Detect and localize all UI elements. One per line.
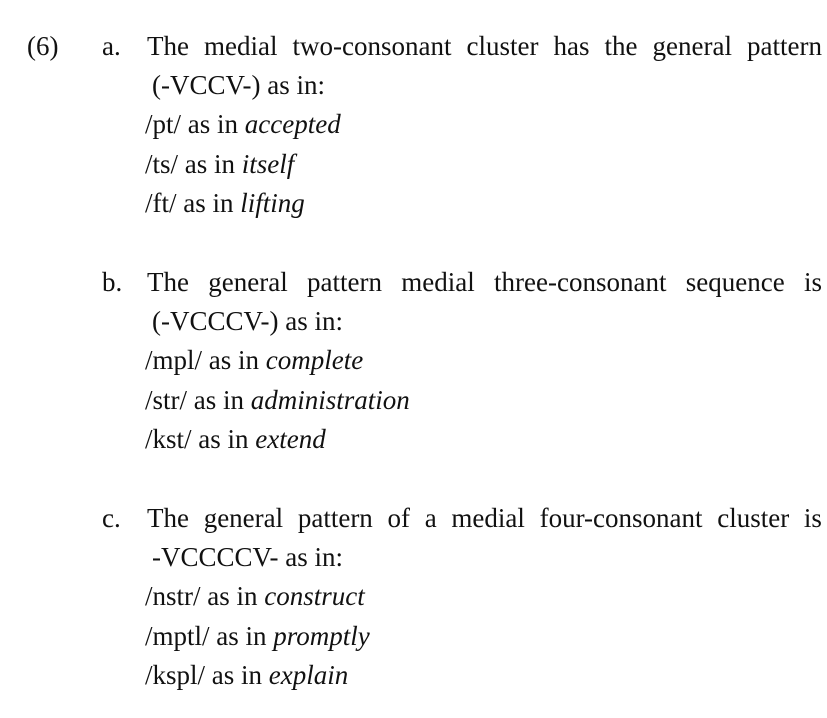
example-line (145, 148, 294, 180)
connector: as in (184, 149, 236, 179)
description-word: cluster (717, 503, 790, 533)
cluster: /ft/ (145, 188, 177, 218)
example-word: explain (268, 660, 349, 690)
description-word: The (147, 31, 189, 61)
description-word: three-consonant (494, 267, 667, 297)
description-word: general (203, 503, 284, 533)
item-description (147, 502, 822, 534)
connector: as in (208, 345, 260, 375)
description-word: The (147, 503, 189, 533)
example-line (145, 620, 370, 652)
connector: as in (207, 581, 258, 611)
example-number: (6) (27, 31, 59, 61)
description-word: The (147, 267, 189, 297)
example-line (145, 423, 326, 455)
description-word: general (652, 31, 732, 61)
item-description (147, 30, 822, 62)
description-word: is (803, 503, 822, 533)
connector: as in (183, 188, 234, 218)
example-word: accepted (244, 109, 341, 139)
description-word: of (387, 503, 411, 533)
pattern-line: -VCCCCV- as in: (152, 542, 344, 572)
connector: as in (216, 621, 267, 651)
description-word: pattern (746, 31, 822, 61)
example-word: extend (255, 424, 326, 454)
description-word: pattern (297, 503, 373, 533)
cluster: /kst/ (145, 424, 192, 454)
example-word: promptly (273, 621, 370, 651)
example-line (145, 344, 363, 376)
example-line (145, 659, 348, 691)
item-description (147, 266, 822, 298)
example-line (145, 108, 341, 140)
cluster: /nstr/ (145, 581, 201, 611)
item-letter: b. (102, 267, 123, 297)
connector: as in (198, 424, 249, 454)
connector: as in (211, 660, 263, 690)
description-word: pattern (307, 267, 382, 297)
description-word: four-consonant (539, 503, 703, 533)
description-word: is (803, 267, 822, 297)
pattern-line: (-VCCCV-) as in: (152, 306, 344, 336)
connector: as in (193, 385, 245, 415)
description-word: medial (401, 267, 475, 297)
item-letter: c. (102, 503, 121, 533)
description-word: medial (204, 31, 278, 61)
example-word: lifting (240, 188, 305, 218)
example-line (145, 580, 365, 612)
cluster: /mptl/ (145, 621, 210, 651)
connector: as in (187, 109, 239, 139)
example-word: itself (241, 149, 295, 179)
description-word: two-consonant (292, 31, 452, 61)
cluster: /pt/ (145, 109, 182, 139)
cluster: /ts/ (145, 149, 179, 179)
example-word: administration (250, 385, 410, 415)
example-line (145, 187, 305, 219)
description-word: has (553, 31, 590, 61)
example-word: complete (265, 345, 364, 375)
cluster: /str/ (145, 385, 188, 415)
description-word: medial (451, 503, 525, 533)
pattern-line: (-VCCV-) as in: (152, 70, 325, 100)
description-word: a (424, 503, 437, 533)
cluster: /kspl/ (145, 660, 206, 690)
example-word: construct (264, 581, 365, 611)
description-word: general (208, 267, 288, 297)
description-word: sequence (685, 267, 785, 297)
cluster: /mpl/ (145, 345, 203, 375)
example-line (145, 384, 410, 416)
description-word: cluster (466, 31, 539, 61)
item-letter: a. (102, 31, 121, 61)
description-word: the (604, 31, 638, 61)
